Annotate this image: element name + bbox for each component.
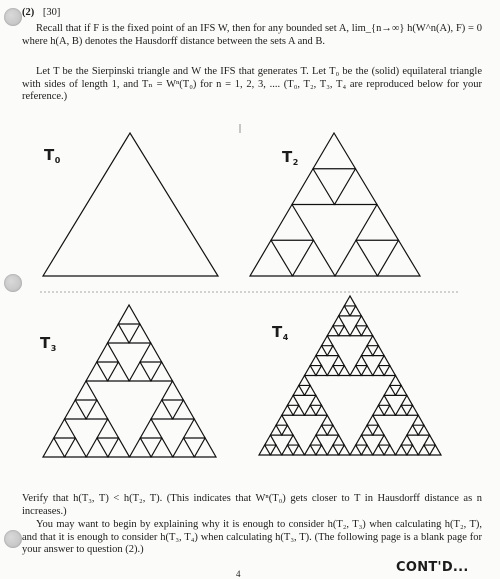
triangle-edge: [361, 366, 372, 376]
triangle-edge: [430, 445, 441, 455]
triangle-edge: [316, 366, 327, 376]
triangle-edge: [86, 438, 108, 457]
triangle-edge: [361, 326, 372, 336]
triangle-edge: [151, 438, 173, 457]
triangle-edge: [43, 438, 65, 457]
triangle-edge: [339, 445, 350, 455]
triangle-edge: [350, 445, 361, 455]
triangle-edge: [339, 326, 350, 336]
triangle-edge: [43, 133, 218, 276]
triangle-edge: [65, 400, 87, 419]
triangle-edge: [333, 356, 344, 366]
triangle-edge: [270, 425, 281, 435]
triangle-edge: [407, 425, 418, 435]
triangle-edge: [292, 169, 335, 205]
triangle-edge: [424, 435, 435, 445]
triangle-edge: [276, 415, 287, 425]
triangle-edge: [361, 425, 372, 435]
triangle-edge: [367, 415, 378, 425]
triangle-edge: [54, 419, 76, 438]
triangle-edge: [293, 405, 304, 415]
triangle-edge: [313, 133, 356, 169]
triangle-edge: [333, 316, 344, 326]
triangle-edge: [299, 376, 310, 386]
triangle-edge: [265, 435, 276, 445]
triangle-edge: [75, 381, 97, 400]
triangle-t3: [43, 305, 216, 457]
triangle-edge: [401, 435, 412, 445]
triangle-edge: [140, 419, 162, 438]
task-paragraph: Verify that h(T₃, T) < h(T₂, T). (This indicates that Wⁿ(T₀) gets closer to T in Hausdorff distance as n increases.): [22, 493, 482, 517]
triangle-edge: [305, 385, 316, 395]
triangle-edge: [339, 306, 350, 316]
triangle-edge: [350, 366, 361, 376]
triangle-edge: [310, 395, 321, 405]
triangle-edge: [322, 336, 333, 346]
triangle-t2: [250, 133, 420, 276]
triangle-edge: [390, 376, 401, 386]
triangle-edge: [373, 445, 384, 455]
triangle-edge: [130, 438, 152, 457]
triangle-edge: [108, 324, 130, 343]
triangle-edge: [373, 405, 384, 415]
triangle-edge: [271, 205, 314, 241]
triangle-edge: [316, 346, 327, 356]
triangle-t4: [259, 296, 441, 455]
triangle-edge: [173, 438, 195, 457]
triangle-edge: [129, 362, 151, 381]
page-number: 4: [236, 569, 241, 579]
triangle-edge: [305, 445, 316, 455]
triangle-edge: [335, 240, 378, 276]
label-t3: $T_3$: [40, 334, 57, 353]
triangle-edge: [413, 415, 424, 425]
triangle-edge: [293, 445, 304, 455]
intro-paragraph: Recall that if F is the fixed point of an IFS W, then for any bounded set A, lim_{n→∞} h(W^n(A), F) = 0 where h(A, B) denotes the Hausdorff distance between the sets A and B.: [22, 23, 482, 47]
question-points: [30]: [42, 7, 61, 18]
triangle-edge: [108, 362, 130, 381]
triangle-edge: [97, 419, 119, 438]
hint-paragraph: You may want to begin by explaining why it is enough to consider h(T₂, T₃) when calculating h(T₂, T), and that it is enough to consider h(T₃, T₄) when calculating h(T₃, T). (The following page is a blank page for your answer to question (2).): [22, 519, 482, 555]
triangle-edge: [361, 445, 372, 455]
label-t0: $T_0$: [44, 146, 61, 165]
triangle-edge: [350, 306, 361, 316]
triangle-edge: [86, 400, 108, 419]
triangle-edge: [367, 336, 378, 346]
triangle-edge: [259, 445, 270, 455]
triangle-edge: [384, 445, 395, 455]
triangle-edge: [356, 205, 399, 241]
triangle-edge: [86, 362, 108, 381]
triangle-edge: [140, 343, 162, 362]
triangle-edge: [162, 381, 184, 400]
triangle-edge: [396, 445, 407, 455]
triangle-edge: [327, 425, 338, 435]
triangle-edge: [305, 366, 316, 376]
triangle-edge: [65, 438, 87, 457]
triangle-edge: [310, 435, 321, 445]
triangle-edge: [418, 425, 429, 435]
triangle-edge: [151, 400, 173, 419]
triangle-edge: [184, 419, 206, 438]
triangle-edge: [344, 296, 355, 306]
triangle-edge: [316, 445, 327, 455]
triangle-edge: [350, 326, 361, 336]
triangle-edge: [373, 346, 384, 356]
triangle-t0: [43, 133, 218, 276]
triangle-edge: [339, 366, 350, 376]
triangle-edge: [407, 445, 418, 455]
continued-note: CONT'D...: [396, 560, 469, 575]
triangle-edge: [322, 415, 333, 425]
triangle-edge: [151, 362, 173, 381]
triangle-edge: [361, 346, 372, 356]
triangle-edge: [316, 425, 327, 435]
triangle-edge: [293, 240, 336, 276]
triangle-edge: [356, 435, 367, 445]
triangle-edge: [194, 438, 216, 457]
triangle-edge: [327, 445, 338, 455]
triangle-edge: [384, 385, 395, 395]
triangle-edge: [384, 405, 395, 415]
triangle-edge: [378, 356, 389, 366]
triangle-edge: [378, 435, 389, 445]
setup-paragraph: Let T be the Sierpinski triangle and W the IFS that generates T. Let T₀ be the (solid) equilateral triangle with sides of length 1, and Tₙ = Wⁿ(T₀) for n = 1, 2, 3, .... (T₀, T₂, T₃, T₄ are reproduced below for your reference.): [22, 66, 482, 102]
triangle-edge: [97, 343, 119, 362]
triangle-edge: [327, 326, 338, 336]
triangle-edge: [378, 395, 389, 405]
label-t4: $T_4$: [272, 323, 289, 342]
triangle-edge: [396, 385, 407, 395]
triangle-edge: [293, 385, 304, 395]
triangle-edge: [118, 305, 140, 324]
question-number: (2): [22, 7, 35, 18]
triangle-edge: [356, 356, 367, 366]
triangle-edge: [129, 324, 151, 343]
triangle-edge: [287, 395, 298, 405]
triangle-edge: [418, 445, 429, 455]
triangle-edge: [282, 405, 293, 415]
triangle-edge: [305, 405, 316, 415]
triangle-edge: [287, 435, 298, 445]
triangle-edge: [108, 438, 130, 457]
triangle-edge: [282, 445, 293, 455]
triangle-edge: [310, 356, 321, 366]
triangle-edge: [401, 395, 412, 405]
triangle-edge: [327, 366, 338, 376]
triangle-edge: [335, 169, 378, 205]
triangle-edge: [327, 346, 338, 356]
triangle-edge: [356, 316, 367, 326]
triangle-edge: [282, 425, 293, 435]
triangle-edge: [378, 240, 421, 276]
triangle-edge: [316, 405, 327, 415]
triangle-edge: [407, 405, 418, 415]
triangle-edge: [373, 366, 384, 376]
triangle-edge: [173, 400, 195, 419]
label-t2: $T_2$: [282, 148, 299, 167]
triangle-edge: [384, 366, 395, 376]
triangle-edge: [270, 445, 281, 455]
triangle-edge: [373, 425, 384, 435]
triangle-edge: [333, 435, 344, 445]
triangle-edge: [396, 405, 407, 415]
triangle-edge: [250, 240, 293, 276]
